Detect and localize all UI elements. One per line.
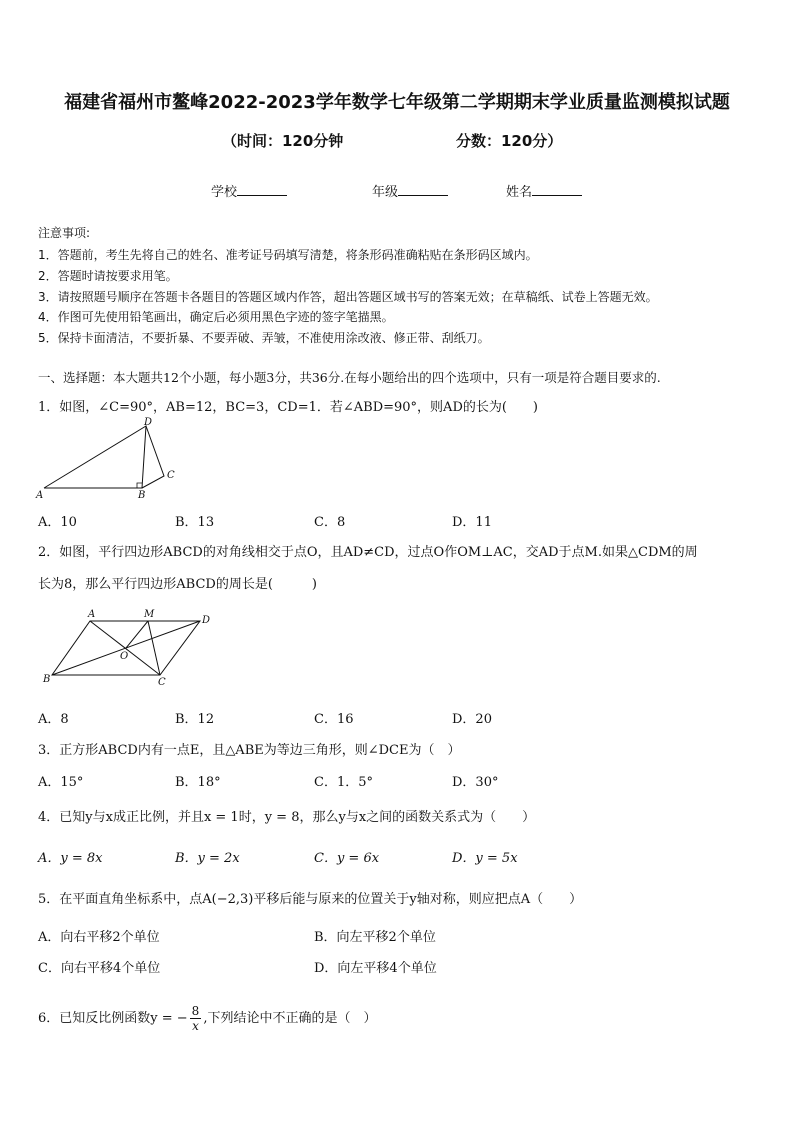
q2-label-o: O bbox=[120, 651, 129, 662]
q1-label-b: B bbox=[138, 490, 146, 501]
grade-label: 年级 bbox=[372, 185, 399, 200]
q1-option-b: B．13 bbox=[175, 515, 215, 530]
section-heading: 一、选择题：本大题共12个小题，每小题3分，共36分.在每小题给出的四个选项中，只有一项是符合题目要求的. bbox=[38, 370, 661, 385]
q6-fraction bbox=[190, 1004, 202, 1033]
question-2-line-1: 2．如图，平行四边形ABCD的对角线相交于点O，且AD≠CD，过点O作OM⊥AC，交AD于点M.如果△CDM的周 bbox=[38, 545, 698, 560]
q3-option-b: B．18° bbox=[175, 775, 221, 790]
grade-field bbox=[372, 181, 448, 200]
q2-label-c: C bbox=[158, 677, 166, 688]
q2-option-b: B．12 bbox=[175, 712, 215, 727]
name-field bbox=[506, 181, 582, 200]
grade-blank bbox=[398, 183, 448, 196]
notes-heading: 注意事项: bbox=[38, 226, 91, 240]
name-blank bbox=[532, 183, 582, 196]
q4-option-a: A．y = 8x bbox=[38, 851, 103, 866]
question-3-text: 3．正方形ABCD内有一点E，且△ABE为等边三角形，则∠DCE为（ ） bbox=[38, 743, 461, 758]
question-6-text bbox=[38, 1004, 376, 1033]
q4-option-b: B．y = 2x bbox=[175, 851, 240, 866]
question-4-text: 4．已知y与x成正比例，并且x = 1时，y = 8，那么y与x之间的函数关系式为（ ） bbox=[38, 810, 536, 825]
q2-label-m: M bbox=[144, 609, 155, 620]
q6-prefix: 6．已知反比例函数y = − bbox=[38, 1011, 188, 1026]
q2-option-a: A．8 bbox=[38, 712, 69, 727]
q2-option-c: C．16 bbox=[314, 712, 354, 727]
q6-suffix: ,下列结论中不正确的是（ ） bbox=[203, 1011, 377, 1026]
q1-figure bbox=[34, 418, 194, 508]
q2-label-a: A bbox=[88, 609, 96, 620]
q1-label-a: A bbox=[36, 490, 44, 501]
question-2-line-2: 长为8，那么平行四边形ABCD的周长是( ) bbox=[38, 577, 317, 592]
note-item: 3．请按照题号顺序在答题卡各题目的答题区域内作答，超出答题区域书写的答案无效；在草稿纸、试卷上答题无效。 bbox=[38, 290, 658, 304]
q1-option-a: A．10 bbox=[38, 515, 77, 530]
q1-option-c: C．8 bbox=[314, 515, 346, 530]
q2-figure bbox=[36, 605, 226, 695]
note-item: 1．答题前，考生先将自己的姓名、准考证号码填写清楚，将条形码准确粘贴在条形码区域内。 bbox=[38, 248, 538, 262]
exam-time: （时间：120分钟 bbox=[222, 132, 344, 150]
q5-option-b: B．向左平移2个单位 bbox=[314, 930, 436, 945]
q4-option-d: D．y = 5x bbox=[452, 851, 518, 866]
q1-label-c: C bbox=[167, 470, 175, 481]
note-item: 2．答题时请按要求用笔。 bbox=[38, 269, 178, 283]
q5-option-c: C．向右平移4个单位 bbox=[38, 961, 161, 976]
q6-numerator: 8 bbox=[191, 1004, 200, 1018]
q2-label-b: B bbox=[43, 674, 51, 685]
school-label: 学校 bbox=[211, 185, 238, 200]
q3-option-a: A．15° bbox=[38, 775, 84, 790]
q1-option-d: D．11 bbox=[452, 515, 492, 530]
q6-denominator: x bbox=[192, 1019, 199, 1033]
exam-score: 分数：120分） bbox=[456, 132, 563, 150]
q5-option-a: A．向右平移2个单位 bbox=[38, 930, 160, 945]
q2-label-d: D bbox=[202, 615, 211, 626]
school-field bbox=[211, 181, 287, 200]
question-5-text: 5．在平面直角坐标系中，点A(−2,3)平移后能与原来的位置关于y轴对称，则应把点A（ ） bbox=[38, 892, 583, 907]
q1-label-d: D bbox=[144, 417, 153, 428]
note-item: 5．保持卡面清洁，不要折暴、不要弄破、弄皱，不准使用涂改液、修正带、刮纸刀。 bbox=[38, 331, 490, 345]
school-blank bbox=[237, 183, 287, 196]
name-label: 姓名 bbox=[506, 185, 533, 200]
question-1-text: 1．如图，∠C=90°，AB=12，BC=3，CD=1．若∠ABD=90°，则AD的长为( ) bbox=[38, 400, 539, 415]
q4-option-c: C．y = 6x bbox=[314, 851, 380, 866]
note-item: 4．作图可先使用铅笔画出，确定后必须用黑色字迹的签字笔描黑。 bbox=[38, 310, 394, 324]
q3-option-c: C．1．5° bbox=[314, 775, 373, 790]
q2-option-d: D．20 bbox=[452, 712, 492, 727]
q3-option-d: D．30° bbox=[452, 775, 499, 790]
exam-title: 福建省福州市鳌峰2022-2023学年数学七年级第二学期期末学业质量监测模拟试题 bbox=[64, 92, 730, 113]
q5-option-d: D．向左平移4个单位 bbox=[314, 961, 437, 976]
